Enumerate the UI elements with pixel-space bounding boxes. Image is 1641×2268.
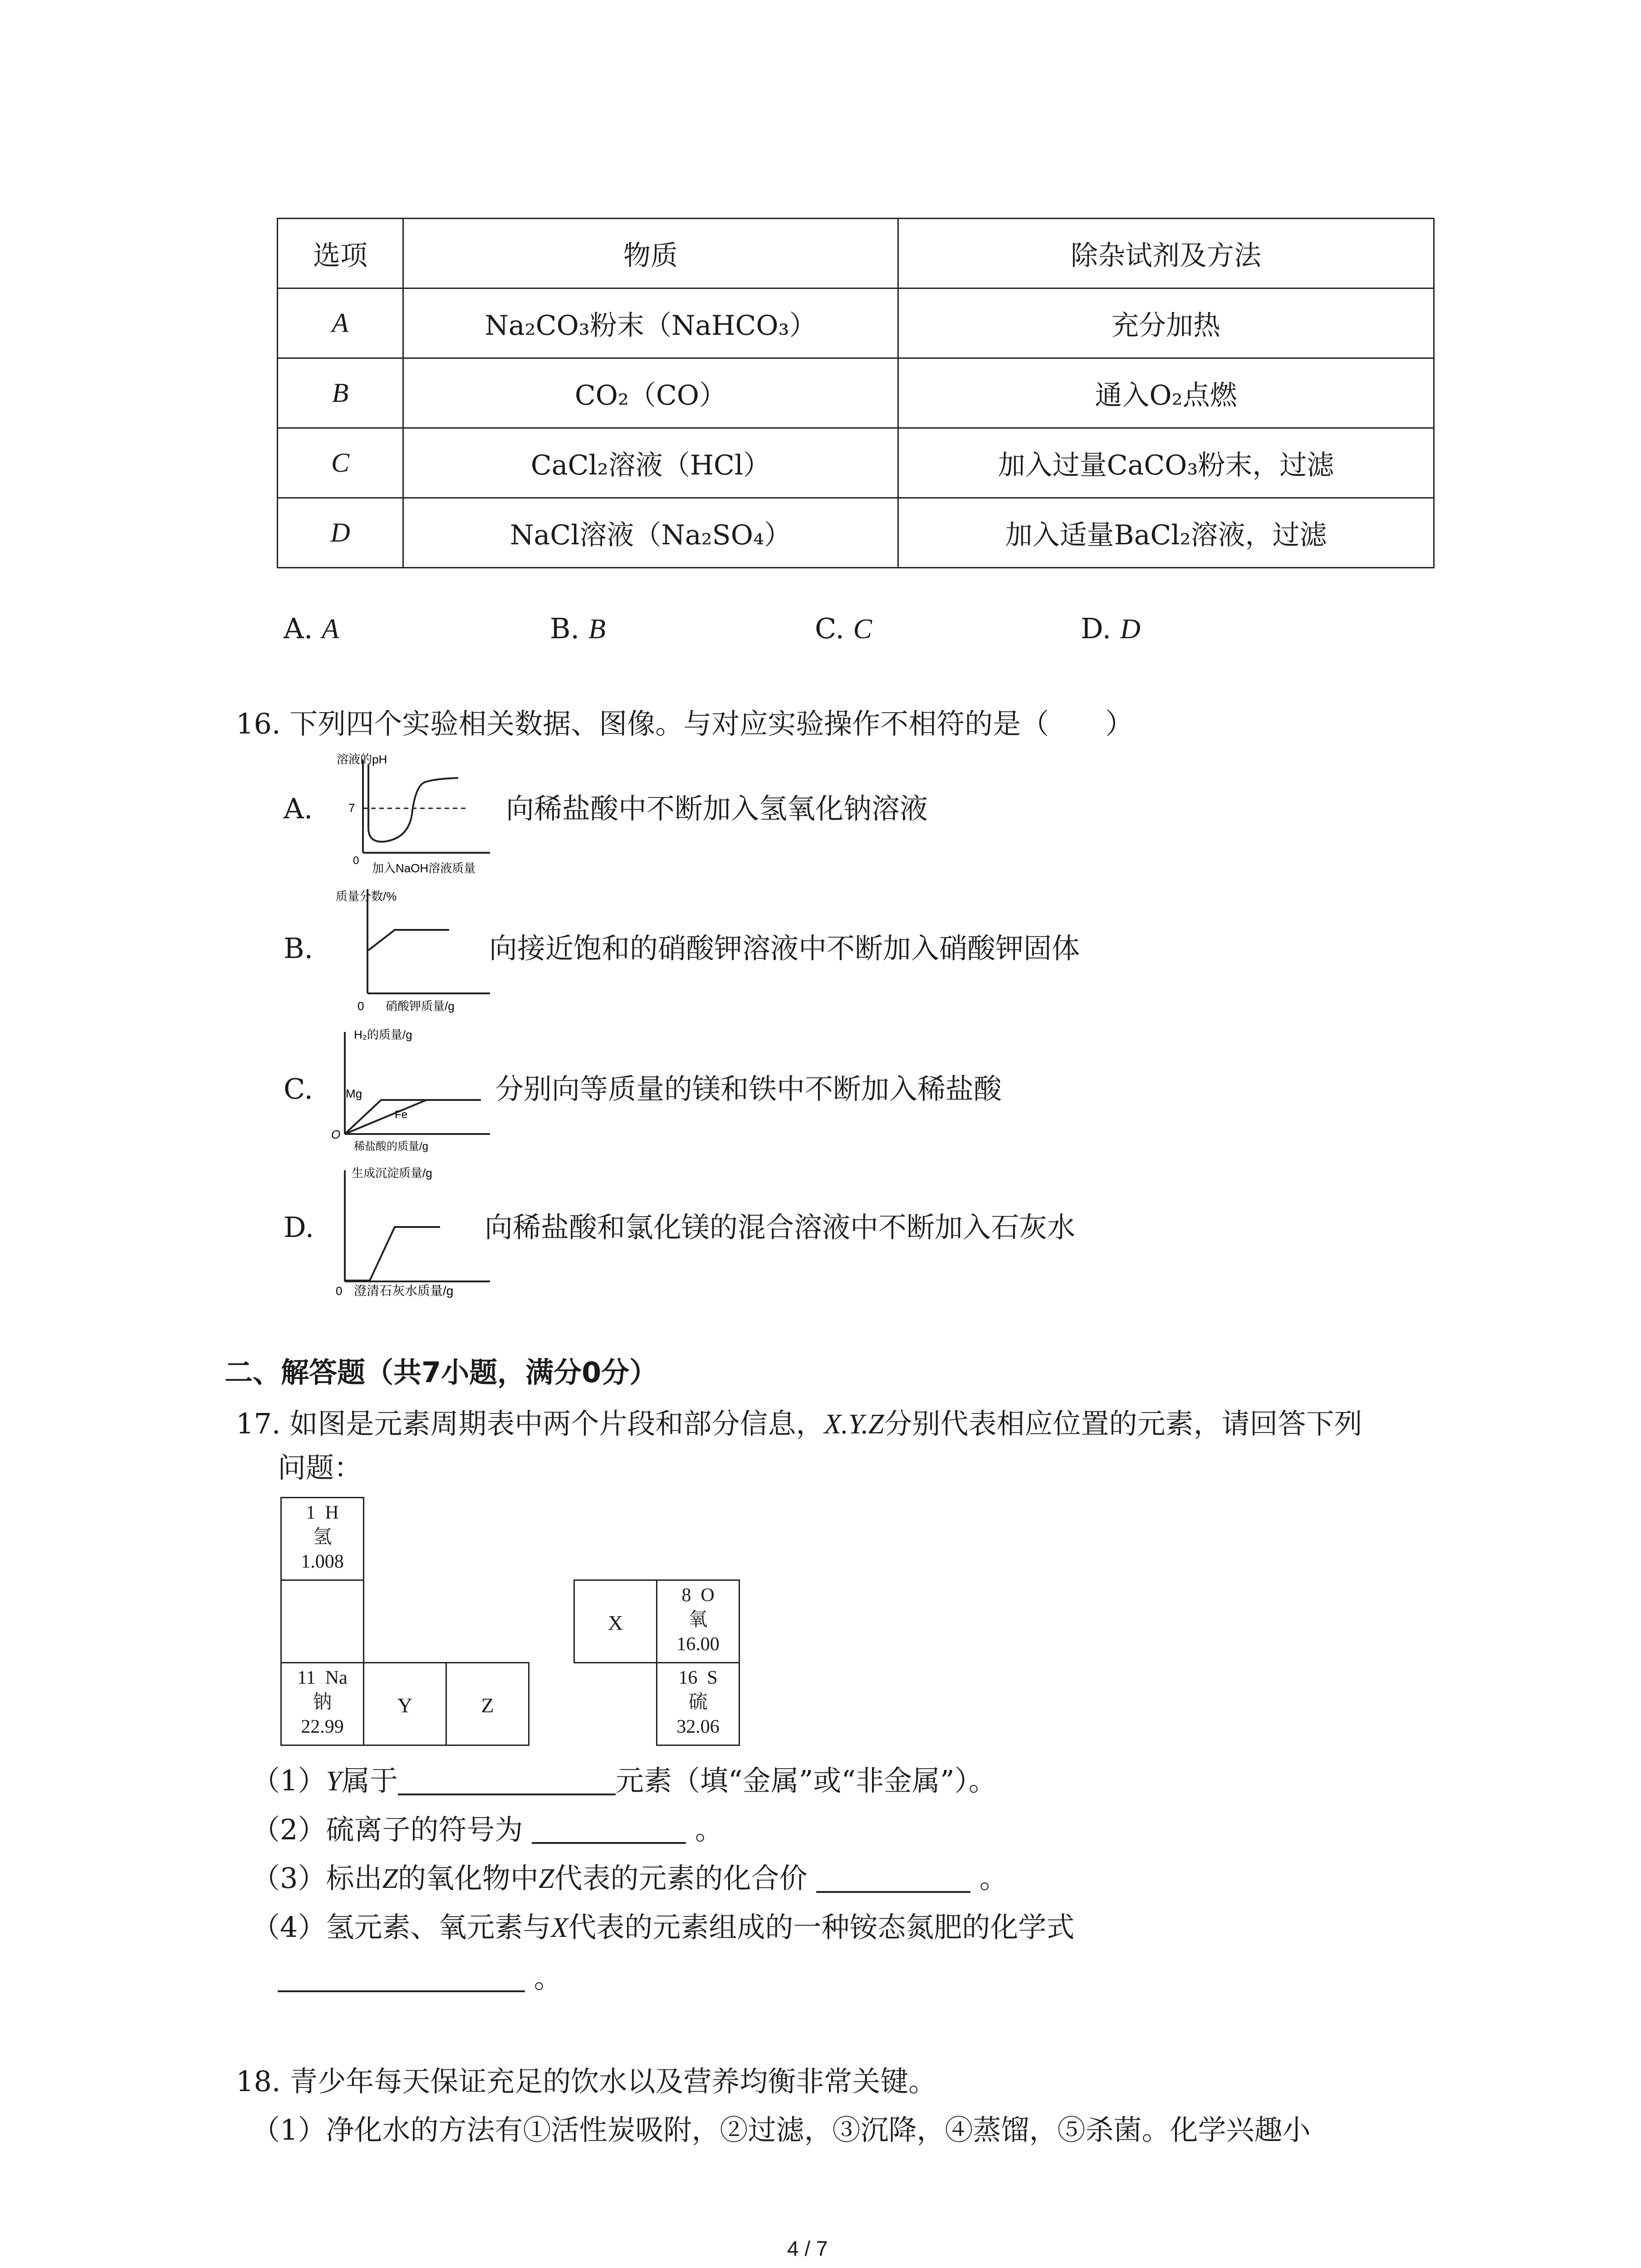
graph-origin: 0 (336, 1284, 343, 1298)
part-text: 代表的元素的化合价 (554, 1862, 808, 1895)
answer-blank-3[interactable] (816, 1866, 970, 1893)
part-text: 属于 (341, 1764, 398, 1797)
part-text: （2）硫离子的符号为 (252, 1813, 523, 1846)
cell-substance (403, 428, 898, 498)
cell-substance (403, 358, 898, 428)
element-number: 11 (297, 1667, 316, 1688)
graph-ylabel-text: 质量分数/% (336, 890, 397, 903)
element-number-symbol (657, 1663, 739, 1688)
page-number: 4 / 7 (787, 2237, 828, 2260)
choice-b[interactable] (550, 612, 606, 645)
header-method: 除杂试剂及方法 (898, 219, 1434, 288)
table-header-row (278, 219, 1434, 288)
element-symbol: H (325, 1502, 339, 1523)
cell-option: B (278, 358, 403, 428)
element-mass: 32.06 (676, 1716, 720, 1738)
graph-origin: 0 (353, 855, 359, 867)
q16-option-c-label[interactable]: C. (284, 1072, 313, 1105)
element-name: 氢 (313, 1527, 332, 1548)
cell-option: A (278, 288, 403, 358)
q16-option-d-text: 向稀盐酸和氯化镁的混合溶液中不断加入石灰水 (485, 1211, 1076, 1244)
method-formula: 通入O₂点燃 (1095, 379, 1237, 411)
table-row (278, 358, 1434, 428)
graph-xlabel: 加入NaOH溶液质量 (372, 861, 476, 875)
part-text: 。 (695, 1813, 723, 1846)
choice-label: B. (550, 612, 580, 645)
graph-origin: O (331, 1128, 341, 1141)
element-name: 钠 (313, 1692, 332, 1713)
q17-part3 (252, 1864, 1008, 1893)
series-fe: Fe (395, 1109, 408, 1121)
element-name: 硫 (688, 1692, 708, 1713)
q17-stem-line1 (236, 1407, 1362, 1440)
choice-value: A (322, 614, 339, 645)
element-mass: 1.008 (301, 1551, 344, 1573)
element-cell-o (656, 1579, 740, 1663)
part-text: 代表的元素组成的一种铵态氮肥的化学式 (568, 1911, 1075, 1944)
answer-blank-1[interactable] (398, 1768, 616, 1795)
q17-part1 (252, 1764, 997, 1797)
part-text: 元素（填“金属”或“非金属”）。 (615, 1764, 997, 1797)
q17-number: 17. (236, 1407, 281, 1440)
part-var: Y (326, 1766, 342, 1797)
cell-substance (403, 288, 898, 358)
q17-part2 (252, 1813, 723, 1846)
q17-stem-b: 分别代表相应位置的元素，请回答下列 (884, 1407, 1362, 1440)
substance-formula: CO₂（CO） (574, 379, 727, 411)
q16-option-b-label[interactable]: B. (284, 932, 314, 965)
q17-part4-line2 (278, 1961, 562, 1994)
element-number-symbol (282, 1663, 363, 1688)
table-row (278, 288, 1434, 358)
q18-stem: 18. 青少年每天保证充足的饮水以及营养均衡非常关键。 (236, 2065, 937, 2098)
graph-ph-curve (327, 751, 499, 878)
element-cell-z: Z (446, 1662, 529, 1746)
q16-option-d-label[interactable]: D. (284, 1211, 314, 1244)
cell-option: D (278, 498, 403, 568)
choice-value: B (588, 614, 606, 645)
fraction-line (368, 930, 449, 950)
graph-hydrogen-mass (327, 1021, 499, 1157)
ph-curve (368, 764, 458, 842)
element-cell-x: X (573, 1579, 657, 1663)
graph-ylabel: 生成沉淀质量/g (352, 1166, 432, 1180)
cell-method (898, 498, 1434, 568)
part-text: （3）标出 (252, 1862, 382, 1895)
header-substance: 物质 (403, 219, 898, 288)
graph-xlabel: 硝酸钾质量/g (386, 999, 455, 1013)
element-number: 1 (306, 1502, 316, 1523)
cell-option: C (278, 428, 403, 498)
q16-stem: 16. 下列四个实验相关数据、图像。与对应实验操作不相符的是（ ） (236, 707, 1134, 740)
element-cell-y: Y (363, 1662, 447, 1746)
element-number: 16 (678, 1667, 698, 1688)
q16-option-a-text: 向稀盐酸中不断加入氢氧化钠溶液 (506, 792, 928, 825)
part-var: Z (382, 1863, 398, 1894)
choice-d[interactable] (1081, 612, 1141, 645)
element-name: 氧 (688, 1609, 708, 1631)
series-mg: Mg (346, 1087, 362, 1100)
part-text: 。 (979, 1862, 1008, 1895)
choice-a[interactable] (284, 612, 339, 645)
header-option: 选项 (278, 219, 403, 288)
element-number-symbol (657, 1581, 739, 1605)
precipitate-line (346, 1227, 440, 1281)
substance-formula: CaCl₂溶液（HCl） (530, 449, 771, 481)
element-symbol: O (700, 1585, 715, 1606)
part-var: Z (538, 1863, 554, 1894)
q17-stem-line2: 问题： (278, 1451, 362, 1484)
graph-origin: 0 (358, 999, 364, 1013)
graph-ylabel (336, 890, 397, 903)
cell-method (898, 428, 1434, 498)
ytick-7: 7 (348, 801, 355, 815)
choice-label: A. (284, 612, 313, 645)
graph-ylabel (337, 753, 387, 766)
q17-stem-a: 如图是元素周期表中两个片段和部分信息， (289, 1407, 824, 1440)
element-cell-h (280, 1497, 364, 1581)
answer-blank-2[interactable] (532, 1817, 686, 1844)
graph-ylabel: H₂的质量/g (354, 1028, 412, 1041)
element-number: 8 (681, 1585, 691, 1606)
q16-option-a-label[interactable]: A. (284, 792, 313, 825)
graph-xlabel: 澄清石灰水质量/g (354, 1284, 454, 1298)
part-text: 。 (534, 1961, 562, 1994)
answer-blank-4[interactable] (278, 1965, 525, 1992)
element-cell-s (656, 1662, 740, 1746)
q18-part1: （1）净化水的方法有①活性炭吸附，②过滤，③沉降，④蒸馏，⑤杀菌。化学兴趣小 (252, 2113, 1311, 2146)
choice-value: C (853, 614, 872, 645)
part-label: （1） (252, 1764, 326, 1797)
table-row (278, 428, 1434, 498)
substance-formula: NaCl溶液（Na₂SO₄） (509, 519, 792, 551)
q16-option-b-text: 向接近饱和的硝酸钾溶液中不断加入硝酸钾固体 (489, 932, 1080, 965)
q17-part4 (252, 1913, 1074, 1942)
graph-xlabel: 稀盐酸的质量/g (354, 1140, 429, 1153)
fe-line (345, 1100, 426, 1134)
substance-formula: Na₂CO₃粉末（NaHCO₃） (485, 309, 817, 342)
table-row (278, 498, 1434, 568)
cell-substance (403, 498, 898, 568)
graph-precipitate-mass (327, 1159, 499, 1300)
method-formula: 加入适量BaCl₂溶液，过滤 (1005, 519, 1327, 551)
choice-label: C. (815, 612, 844, 645)
part-var: X (551, 1912, 568, 1943)
choice-label: D. (1081, 612, 1112, 645)
cell-method (898, 358, 1434, 428)
options-table (277, 218, 1435, 568)
element-symbol: S (707, 1667, 718, 1688)
graph-ylabel-text: 溶液的pH (337, 753, 387, 766)
part-text: （4）氢元素、氧元素与 (252, 1911, 551, 1944)
method-formula: 加入过量CaCO₃粉末，过滤 (998, 449, 1334, 481)
q16-option-c-text: 分别向等质量的镁和铁中不断加入稀盐酸 (495, 1072, 1002, 1105)
element-symbol: Na (325, 1667, 348, 1688)
element-cell-blank (280, 1579, 364, 1663)
cell-method: 充分加热 (898, 288, 1434, 358)
element-number-symbol (282, 1498, 363, 1523)
choice-value: D (1120, 614, 1141, 645)
choice-c[interactable] (815, 612, 872, 645)
q17-stem-vars: X.Y.Z (824, 1409, 884, 1440)
graph-mass-fraction (327, 882, 499, 1018)
part-text: 的氧化物中 (397, 1862, 539, 1895)
element-cell-na (280, 1662, 364, 1746)
section-title: 二、解答题（共7小题，满分0分） (225, 1356, 658, 1389)
element-mass: 16.00 (676, 1634, 720, 1655)
element-mass: 22.99 (301, 1716, 344, 1738)
